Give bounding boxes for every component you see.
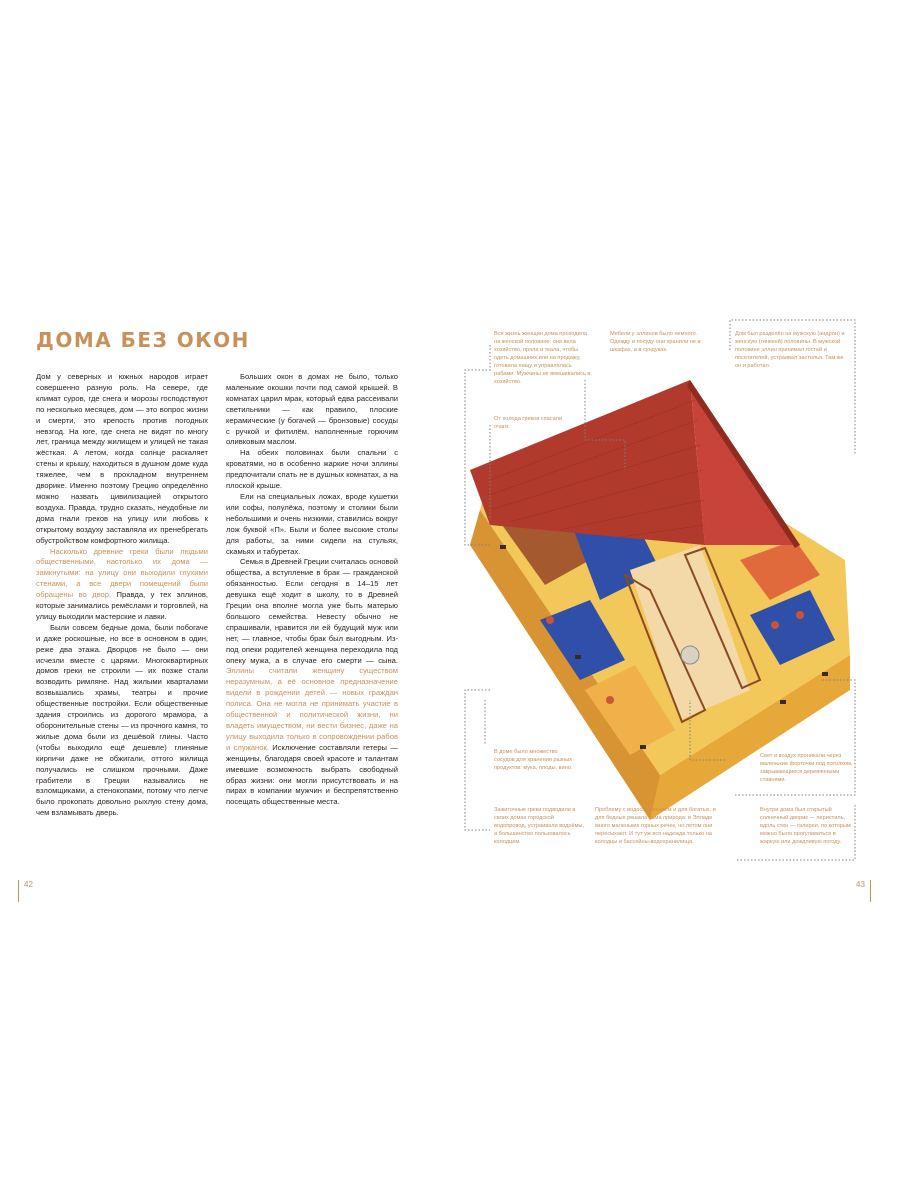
right-page bbox=[450, 0, 900, 1200]
figure-icon bbox=[606, 696, 614, 704]
roof-left-slope bbox=[470, 380, 705, 545]
callout-courtyard: Внутри дома был открытый солнечный дворик — перистиль, вдоль стен — галереи, по которым можно было прогуливаться в жаркую или дождливую погоду. bbox=[760, 807, 851, 845]
callout-halves: Дом был разделён на мужскую (андрон) и женскую (гинекей) половины. В мужской половине эллин принимал гостей и посетителей, устраивал застолья. Там же он и работал. bbox=[735, 331, 845, 369]
well-icon bbox=[681, 646, 699, 664]
callout-cold: От холода греков спасали очаги. bbox=[494, 416, 563, 430]
callout-furniture: Мебели у эллинов было немного. Одежду и посуду они хранили не в шкафах, а в сундуках. bbox=[610, 331, 701, 353]
callout-well: Зажиточные греки подводили в своих домах городской водопровод, устраивали водоёмы, а большинство пользовалось колодцем. bbox=[494, 807, 584, 845]
house-illustration bbox=[450, 0, 900, 1200]
paragraph: Больших окон в домах не было, только маленькие окошки почти под самой крышей. В комнатах царил мрак, который едва рассеивали светильники — как правило, плоские керамические (у богачей — бронзовые) сосуды с ручкой и фитилём, наполненные горючим оливковым маслом. bbox=[226, 372, 398, 447]
page-edge-rule bbox=[870, 880, 871, 902]
window-icon bbox=[575, 655, 581, 659]
text-column-1 bbox=[36, 372, 208, 819]
paragraph bbox=[36, 547, 208, 623]
figure-icon bbox=[796, 611, 804, 619]
highlighted-text: Насколько древние греки были людьми общественными, настолько их дома — замкнутыми: на улицу они выходили глухими стенами, а все двери помещений были обращены во двор. bbox=[36, 546, 208, 600]
window-icon bbox=[500, 545, 506, 549]
paragraph: На обеих половинах были спальни с кроватями, но в особенно жаркие ночи эллины предпочитали спать не в душных комнатах, а на плоской крыше. bbox=[226, 448, 398, 491]
paragraph-text: Правда, у тех эллинов, которые занимались ремёслами и торговлей, на улицу выходили мастерские и лавки. bbox=[36, 590, 208, 621]
highlighted-text: Эллины считали женщину существом неразумным, а её основное предназначение видели в рождении детей — новых граждан полиса. Она не могла не принимать участие в общественной и политической жизни, ни владеть имуществом, ни вести бизнес, даже на улицу выходила только в сопровождении рабов и служанок. bbox=[226, 666, 398, 752]
paragraph: Ели на специальных ложах, вроде кушетки или софы, полулёжа, поэтому и столики были небольшими и очень низкими, ставились вокруг лож буквой «П». Были и более высокие столы для работы, за ними сидели на стульях, скамьях и табуретах. bbox=[226, 491, 398, 556]
page-number: 43 bbox=[856, 880, 865, 889]
callout-water: Проблему с водоснабжением и для богатых, и для бедных решала сама природа: в Элладе много маленьких горных речек, но летом они пересыхают. И тут уж вся надежда только на колодцы и бассейны-водохранилища. bbox=[595, 807, 716, 845]
callout-vessels: В доме было множество сосудов для хранения разных продуктов: мука, плоды, вино. bbox=[494, 749, 573, 771]
page-title: ДОМА БЕЗ ОКОН bbox=[36, 328, 250, 352]
text-column-2 bbox=[226, 372, 398, 808]
figure-icon bbox=[546, 616, 554, 624]
paragraph-text: Исключение составляли гетеры — женщины, благодаря своей красоте и талантам имевшие возможность выбрать свободный образ жизни: они могли присутствовать и на пирах в компании мужчин и беспрепятственно посещать общественные места. bbox=[226, 742, 398, 807]
window-icon bbox=[640, 745, 646, 749]
callout-light: Свет и воздух проникали через маленькие форточки под потолком, закрывающиеся деревянными ставнями. bbox=[760, 753, 853, 783]
figure-icon bbox=[771, 621, 779, 629]
paragraph bbox=[226, 557, 398, 808]
window-icon bbox=[822, 672, 828, 676]
page-number: 42 bbox=[24, 880, 33, 889]
window-icon bbox=[780, 700, 786, 704]
callout-women-half: Вся жизнь женщин дома проходила на женской половине: она вела хозяйство, пряла и ткала, чтобы одеть домашних или на продажу, готовила пищу и управлялась рабами. Мужчины не вмешивались в хозяйство. bbox=[494, 331, 591, 385]
paragraph: Дом у северных и южных народов играет совершенно разную роль. На севере, где климат суров, где снега и морозы господствуют по несколько месяцев, дом — это вопрос жизни и смерти, это крепость против погодных невзгод. На юге, где снега не видят по многу лет, граница между жилищем и улицей не такая жёсткая. А летом, когда солнце раскаляет стены и крышу, находиться в душном доме куда тяжелее, чем в прохладном внутреннем дворике. Именно поэтому Грецию определённо можно назвать цивилизацией открытого воздуха. Правда, трудно сказать, неудобные ли дома гнали греков на улицу или любовь к открытому воздуху заставляла их пренебрегать обустройством комфортного жилища. bbox=[36, 372, 208, 545]
page-edge-rule bbox=[18, 880, 19, 902]
paragraph: Были совсем бедные дома, были побогаче и даже роскошные, но все в основном в один, реже два этажа. Дворцов не было — они исчезли вместе с царями. Многоквартирных домов греки не строили — их позже стали возводить римляне. Над жилыми кварталами возвышались храмы, театры и прочие общественные постройки. Если общественные здания строились из дорогого мрамора, а оборонительные стены — из прочного камня, то жилые дома были из дешёвой глины. Часто (чтобы выходило ещё дешевле) глиняные кирпичи даже не обжигали, оттого жилища получались не слишком прочными. Даже грабители в Греции назывались не взломщиками, а стенокопами, потому что легче было прокопать довольно рыхлую стену дома, чем взламывать дверь. bbox=[36, 622, 208, 818]
paragraph-text: Семья в Древней Греции считалась основой общества, а вступление в брак — гражданской обязанностью. Если сегодня в 14–15 лет девушка ещё ходит в школу, то в Древней Греции она вполне могла уже быть матерью большого семейства. Невесту обычно не спрашивали, нравится ли ей будущий муж или нет, — главное, чтобы брак был выгодным. Из-под опеки родителей женщина переходила под опеку мужа, а в случае его смерти — сына. bbox=[226, 557, 398, 665]
